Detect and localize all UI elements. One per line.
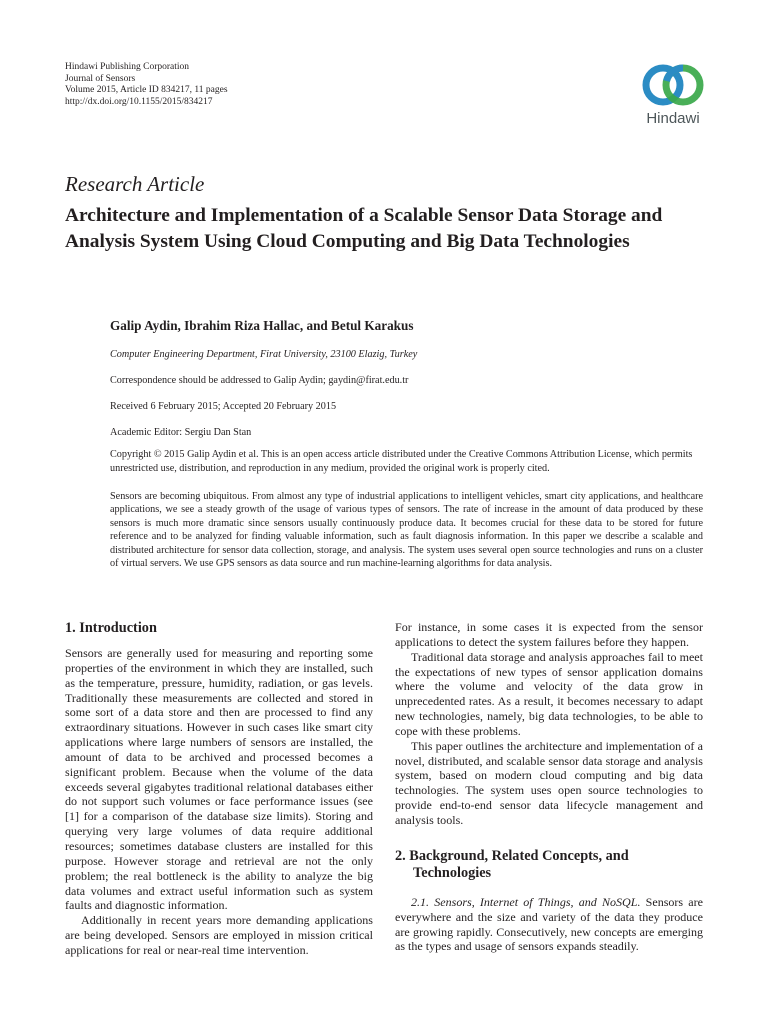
affiliation: Computer Engineering Department, Firat University, 23100 Elazig, Turkey <box>110 349 418 360</box>
journal-name: Journal of Sensors <box>65 73 136 84</box>
logo-wordmark: Hindawi <box>646 110 700 127</box>
copyright-notice: Copyright © 2015 Galip Aydin et al. This is an open access article distributed under the Creative Commons Attribution License, which permits unrestricted use, distribution, and reproduction in any medium, provided the original work is properly cited. <box>110 449 693 474</box>
correspondence[interactable]: Correspondence should be addressed to Galip Aydin; gaydin@firat.edu.tr <box>110 375 409 386</box>
academic-editor: Academic Editor: Sergiu Dan Stan <box>110 427 252 438</box>
authors: Galip Aydin, Ibrahim Riza Hallac, and Betul Karakus <box>110 318 414 333</box>
section-heading-background: 2. Background, Related Concepts, and Technologies <box>395 847 629 881</box>
received-dates: Received 6 February 2015; Accepted 20 February 2015 <box>110 401 337 412</box>
article-title: Architecture and Implementation of a Scalable Sensor Data Storage and Analysis System Using Cloud Computing and Big Data Technologies <box>65 205 663 252</box>
intro-paragraph-1: Sensors are generally used for measuring and reporting some properties of the environment in which they are installed, such as the temperature, pressure, humidity, radiation, or gas levels. Traditionally these measurements are collected and stored in some sort of a data store and then are processed to find any extraordinary situations. However in such cases like smart city applications where large numbers of sensors are installed, the amount of data to be archived and processed becomes a significant problem. Because when the volume of the data exceeds several gigabytes traditional relational databases either do not support such volumes or face performance issues (see [1] for a comparison of the database size limits). Storing and querying very large volumes of data require additional resources; sometimes database clusters are installed for this purpose. However storage and retrieval are not the only problem; the real bottleneck is the ability to analyze the big data volumes and extract useful information such as system faults and diagnostic information. <box>65 646 373 913</box>
journal-header <box>65 62 228 108</box>
left-column <box>65 620 373 958</box>
intro-paragraph-3: For instance, in some cases it is expected from the sensor applications to detect the system failures before they happen. <box>395 620 703 649</box>
intro-paragraph-4: Traditional data storage and analysis approaches fail to meet the expectations of new types of sensor application domains where the volume and velocity of the data grow in unprecedented rates. As a result, it becomes necessary to adapt new technologies, namely, big data technologies, to be able to cope with these problems. <box>395 649 703 738</box>
doi-link[interactable]: http://dx.doi.org/10.1155/2015/834217 <box>65 96 213 107</box>
hindawi-logo <box>633 62 713 137</box>
intro-paragraph-2: Additionally in recent years more demanding applications are being developed. Sensors are employed in mission critical applications for real or near-real time intervention. <box>65 913 373 957</box>
intro-paragraph-5: This paper outlines the architecture and implementation of a novel, distributed, and scalable sensor data storage and analysis system, based on modern cloud computing and big data technologies. The system uses open source technologies to provide end-to-end sensor data lifecycle management and analysis tools. <box>395 738 703 827</box>
section-heading-introduction: 1. Introduction <box>65 620 157 636</box>
publisher: Hindawi Publishing Corporation <box>65 62 190 72</box>
subsection-text: Sensors are everywhere and the size and variety of the data they produce are growing rapidly. Consecutively, new concepts are emerging as the types and usage of sensors expands steadily. <box>395 894 703 954</box>
abstract: Sensors are becoming ubiquitous. From almost any type of industrial applications to intelligent vehicles, smart city applications, and healthcare applications, we see a steady growth of the usage of various types of sensors. The rate of increase in the amount of data produced by these sensors is much more dramatic since sensors usually continuously produce data. It becomes crucial for these data to be stored for future reference and to be analyzed for finding valuable information, such as fault diagnosis information. In this paper we describe a scalable and distributed architecture for sensor data collection, storage, and analysis. The system uses several open source technologies and runs on a cluster of virtual servers. We use GPS sensors as data source and run machine-learning algorithms for data analysis. <box>110 491 703 570</box>
hindawi-rings-icon <box>639 62 707 108</box>
right-column <box>395 620 703 954</box>
article-type: Research Article <box>65 172 205 196</box>
volume-info: Volume 2015, Article ID 834217, 11 pages <box>65 85 228 95</box>
subsection-paragraph <box>395 895 703 954</box>
subsection-heading: 2.1. Sensors, Internet of Things, and NoSQL. <box>411 894 641 909</box>
